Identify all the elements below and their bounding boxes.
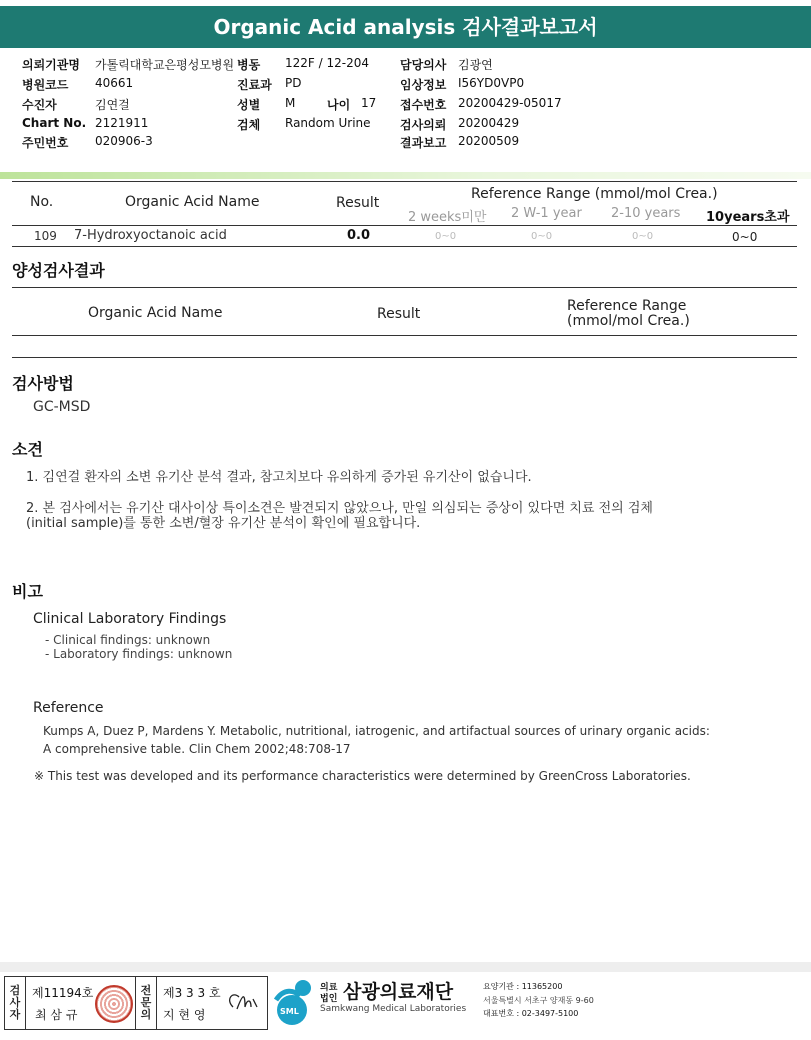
examiner-name: 최 삼 규 bbox=[35, 1008, 78, 1022]
org-tel: 대표번호 : 02-3497-5100 bbox=[483, 1009, 579, 1018]
org-code: 요양기관 : 11365200 bbox=[483, 982, 563, 991]
method-heading: 검사방법 bbox=[12, 374, 74, 393]
age-label: 나이 bbox=[327, 98, 351, 112]
dept-value: PD bbox=[285, 76, 302, 90]
positive-heading: 양성검사결과 bbox=[12, 261, 105, 280]
col-ref-2w1y: 2 W-1 year bbox=[511, 206, 582, 221]
section-divider-strip bbox=[0, 172, 811, 179]
org-prefix-2: 법인 bbox=[320, 994, 338, 1004]
official-seal-icon bbox=[95, 985, 133, 1023]
row-result: 0.0 bbox=[347, 228, 371, 243]
col-ref-2weeks: 2 weeks미만 bbox=[408, 210, 487, 225]
specialist-char-2: 문 bbox=[140, 996, 152, 1009]
table-top-line bbox=[12, 181, 797, 182]
examiner-char-3: 자 bbox=[9, 1008, 21, 1021]
reference-line-1: Kumps A, Duez P, Mardens Y. Metabolic, nutritional, iatrogenic, and artifactual sources of urinary organic acids: bbox=[43, 724, 710, 738]
logo-text: SML bbox=[280, 1007, 299, 1016]
positive-col-ref-1: Reference Range bbox=[567, 298, 687, 314]
specialist-char-1: 전 bbox=[140, 984, 152, 997]
row-no: 109 bbox=[34, 229, 57, 243]
table-bottom-line bbox=[12, 246, 797, 247]
sex-value: M bbox=[285, 96, 296, 110]
positive-bottom-line bbox=[12, 357, 797, 358]
chart-label: Chart No. bbox=[22, 116, 87, 130]
specialist-char-3: 의 bbox=[140, 1008, 152, 1021]
id-label: 주민번호 bbox=[22, 136, 69, 150]
age-value: 17 bbox=[361, 96, 377, 110]
development-note: ※ This test was developed and its performance characteristics were determined by GreenCross Laboratories. bbox=[34, 769, 691, 783]
specimen-value: Random Urine bbox=[285, 116, 371, 130]
positive-col-name: Organic Acid Name bbox=[88, 305, 223, 321]
laboratory-findings: - Laboratory findings: unknown bbox=[45, 647, 233, 661]
sml-logo-icon bbox=[270, 978, 316, 1026]
col-ref-2-10y: 2-10 years bbox=[611, 206, 681, 221]
receipt-label: 접수번호 bbox=[400, 98, 447, 112]
col-ref-10y: 10years초과 bbox=[706, 210, 790, 225]
row-ref-1: 0~0 bbox=[435, 231, 457, 242]
examiner-vertical-label bbox=[5, 977, 26, 1029]
specialist-name: 지 현 영 bbox=[163, 1008, 206, 1022]
clinical-info-label: 임상정보 bbox=[400, 78, 447, 92]
examiner-char-2: 사 bbox=[9, 996, 21, 1009]
chart-value: 2121911 bbox=[95, 116, 149, 130]
dept-label: 진료과 bbox=[237, 78, 272, 92]
specialist-license: 제3 3 3 호 bbox=[163, 986, 221, 1000]
col-ref: Reference Range (mmol/mol Crea.) bbox=[471, 186, 718, 202]
request-value: 20200429 bbox=[458, 116, 520, 130]
col-name: Organic Acid Name bbox=[125, 194, 260, 210]
footer-strip bbox=[0, 962, 811, 972]
opinion-line-1: 1. 김연걸 환자의 소변 유기산 분석 결과, 참고치보다 유의하게 증가된 유기산이 없습니다. bbox=[26, 470, 532, 485]
doctor-label: 담당의사 bbox=[400, 58, 447, 72]
row-ref-4: 0~0 bbox=[732, 230, 758, 244]
sex-label: 성별 bbox=[237, 98, 261, 112]
clinical-info-value: I56YD0VP0 bbox=[458, 76, 525, 90]
receipt-value: 20200429-05017 bbox=[458, 96, 562, 110]
row-ref-2: 0~0 bbox=[531, 231, 553, 242]
positive-top-line bbox=[12, 287, 797, 288]
positive-header-line bbox=[12, 335, 797, 336]
signature-icon bbox=[223, 987, 263, 1017]
hospital-code-value: 40661 bbox=[95, 76, 134, 90]
request-label: 검사의뢰 bbox=[400, 118, 447, 132]
ward-label: 병동 bbox=[237, 58, 261, 72]
opinion-heading: 소견 bbox=[12, 440, 43, 459]
opinion-line-2b: (initial sample)를 통한 소변/혈장 유기산 분석이 확인에 필요합니다. bbox=[26, 516, 421, 531]
org-english-name: Samkwang Medical Laboratories bbox=[320, 1004, 467, 1014]
org-prefix-1: 의료 bbox=[320, 983, 338, 993]
positive-col-ref-2: (mmol/mol Crea.) bbox=[567, 313, 690, 329]
row-name: 7-Hydroxyoctanoic acid bbox=[74, 228, 227, 243]
col-result: Result bbox=[336, 195, 380, 211]
examiner-license: 제11194호 bbox=[32, 986, 94, 1000]
org-address: 서울특별시 서초구 양재동 9-60 bbox=[483, 996, 594, 1005]
remarks-heading: 비고 bbox=[12, 582, 43, 601]
table-header-line bbox=[12, 225, 797, 226]
opinion-line-2a: 2. 본 검사에서는 유기산 대사이상 특이소견은 발견되지 않았으나, 만일 의심되는 증상이 있다면 치료 전의 검체 bbox=[26, 501, 653, 516]
id-value: 020906-3 bbox=[95, 134, 153, 148]
positive-col-result: Result bbox=[377, 306, 421, 322]
col-no: No. bbox=[30, 194, 54, 210]
report-date-label: 결과보고 bbox=[400, 136, 447, 150]
method-value: GC-MSD bbox=[33, 399, 91, 415]
reference-line-2: A comprehensive table. Clin Chem 2002;48:708-17 bbox=[43, 742, 351, 756]
hospital-code-label: 병원코드 bbox=[22, 78, 69, 92]
institution-value: 가톨릭대학교은평성모병원 bbox=[95, 58, 235, 72]
report-title: Organic Acid analysis 검사결과보고서 bbox=[0, 6, 811, 48]
signature-box bbox=[4, 976, 268, 1030]
clinical-findings-heading: Clinical Laboratory Findings bbox=[33, 611, 227, 627]
examiner-char-1: 검 bbox=[9, 984, 21, 997]
specimen-label: 검체 bbox=[237, 118, 261, 132]
ward-value: 122F / 12-204 bbox=[285, 56, 369, 70]
patient-label: 수진자 bbox=[22, 98, 57, 112]
clinical-findings: - Clinical findings: unknown bbox=[45, 633, 211, 647]
row-ref-3: 0~0 bbox=[632, 231, 654, 242]
patient-value: 김연걸 bbox=[95, 98, 130, 112]
specialist-vertical-label bbox=[135, 977, 157, 1029]
report-date-value: 20200509 bbox=[458, 134, 520, 148]
reference-heading: Reference bbox=[33, 700, 104, 716]
org-name: 삼광의료재단 bbox=[343, 981, 454, 1003]
doctor-value: 김광연 bbox=[458, 58, 493, 72]
institution-label: 의뢰기관명 bbox=[22, 58, 80, 72]
